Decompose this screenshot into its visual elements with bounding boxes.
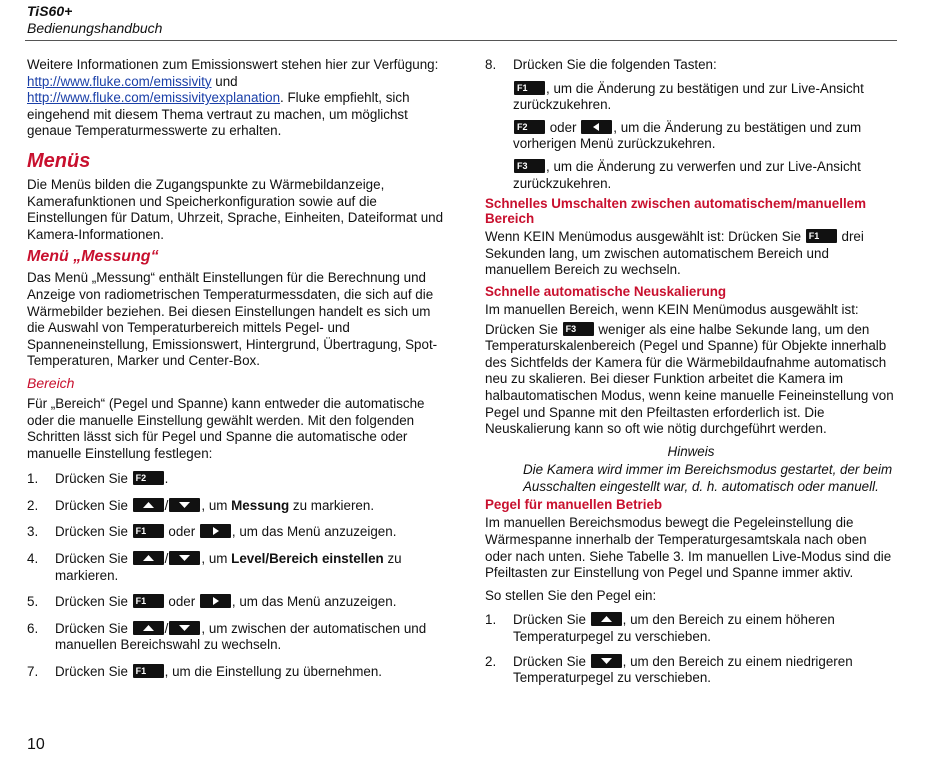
umschalten-heading: Schnelles Umschalten zwischen automatischem/manuellem Bereich (485, 196, 867, 227)
step-text: , um (201, 551, 232, 567)
step-number: 8. (485, 57, 497, 72)
step-bold: Level/Bereich einstellen (231, 551, 384, 567)
step-item (27, 664, 447, 681)
up-arrow-key-icon (133, 498, 164, 512)
step-number: 1. (485, 612, 497, 628)
paragraph-text: weniger als eine halbe Sekunde lang, um den Temperaturskalenbereich (Pegel und Spanne) für Objekte innerhalb des Sichtfelds der Kamera für die Wärmebildaufnahme automatisch neu zu skalieren. Bei dieser Funktion arbeitet die Kamera im halbautomatischen Modus, wenn keine manuelle Feineinstellung von Pegel und Spanne mit den Pfeiltasten erforderlich ist. Die Neuskalierung kann so oft wie nötig durchgeführt werden. (485, 321, 894, 437)
step-text: oder (164, 524, 199, 540)
down-arrow-key-icon (169, 551, 200, 565)
step-text: Drücken Sie (513, 612, 590, 628)
step-number: 6. (27, 620, 39, 636)
step-text: Drücken Sie die folgenden Tasten: (513, 57, 717, 72)
paragraph-text: drei Sekunden lang, um zwischen automatischem Bereich und manuellem Bereich zu wechseln. (485, 229, 864, 278)
f1-key-icon: F1 (133, 524, 164, 538)
step-number: 3. (27, 524, 39, 540)
emissivity-link[interactable]: http://www.fluke.com/emissivity (27, 73, 212, 89)
step-text: Drücken Sie (55, 524, 132, 540)
f1-key-icon: F1 (514, 81, 545, 95)
step-item (27, 621, 447, 654)
intro-paragraph (27, 57, 447, 140)
messung-paragraph: Das Menü „Messung“ enthält Einstellungen für die Berechnung und Anzeige von radiometrischen Temperaturmessdaten, die sich auf die Wärmebilder beziehen. Bei diesen Einstellungen handelt es sich um die Auswahl von Temperaturbereich mittels Pegel- und Spanneneinstellung, Emissionswert, Hintergrund, Übertragung, Spot-Temperaturen, Marker und Center-Box. (27, 270, 438, 369)
instruction-text: , um die Änderung zu bestätigen und zum vorherigen Menü zurückzukehren. (513, 119, 862, 152)
pegel-heading: Pegel für manuellen Betrieb (485, 497, 663, 513)
step-text: , um den Bereich zu einem höheren Temperaturpegel zu verschieben. (513, 612, 835, 645)
emissivity-explanation-link[interactable]: http://www.fluke.com/emissivityexplanation (27, 90, 281, 106)
step-text: zu markieren. (55, 551, 402, 583)
bereich-heading: Bereich (27, 374, 75, 391)
f3-key-icon: F3 (563, 322, 594, 336)
note-text: Die Kamera wird immer im Bereichsmodus gestartet, der beim Ausschalten eingestellt war, d. h. automatisch oder manuell. (523, 462, 893, 494)
left-arrow-key-icon (581, 120, 612, 134)
step-text: , um (201, 497, 232, 513)
step-text: Drücken Sie (55, 551, 132, 567)
slash: / (164, 620, 169, 636)
step-text: oder (164, 594, 199, 610)
neuskalierung-heading: Schnelle automatische Neuskalierung (485, 283, 727, 299)
paragraph-text: Wenn KEIN Menümodus ausgewählt ist: Drücken Sie (485, 229, 805, 245)
f1-key-icon: F1 (133, 664, 164, 678)
down-arrow-key-icon (169, 621, 200, 635)
intro-text: Weitere Informationen zum Emissionswert stehen hier zur Verfügung: (27, 57, 439, 72)
instruction-text: , um die Änderung zu bestätigen und zur Live-Ansicht zurückzukehren. (513, 80, 864, 113)
step-item (485, 57, 897, 74)
down-arrow-key-icon (169, 498, 200, 512)
f2-key-icon: F2 (133, 471, 164, 485)
step-text: Drücken Sie (55, 620, 132, 636)
page-number: 10 (27, 736, 45, 753)
intro-text: und (211, 73, 238, 89)
step-bold: Messung (231, 497, 290, 513)
left-column (27, 57, 447, 681)
neuskalierung-paragraph-2 (485, 322, 897, 438)
step-item (485, 654, 897, 687)
step-item (27, 524, 447, 541)
step-text: , um zwischen der automatischen und manuellen Bereichswahl zu wechseln. (55, 620, 427, 653)
f1-instruction (485, 81, 897, 114)
step-number: 7. (27, 664, 39, 680)
umschalten-paragraph (485, 229, 897, 279)
f3-key-icon: F3 (514, 159, 545, 173)
slash: / (164, 497, 169, 513)
instruction-text: oder (546, 119, 581, 135)
right-arrow-key-icon (200, 524, 231, 538)
step-item (485, 612, 897, 645)
header-title: TiS60+ (27, 3, 73, 19)
step-text: , um die Einstellung zu übernehmen. (164, 664, 383, 680)
step-item (27, 551, 447, 584)
header-subtitle: Bedienungshandbuch (27, 20, 163, 36)
f2-instruction (485, 120, 897, 153)
step-number: 5. (27, 594, 39, 610)
up-arrow-key-icon (591, 612, 622, 626)
step-number: 2. (485, 653, 497, 669)
up-arrow-key-icon (133, 621, 164, 635)
instruction-text: , um die Änderung zu verwerfen und zur Live-Ansicht zurückzukehren. (513, 158, 861, 191)
step-number: 2. (27, 497, 39, 513)
right-arrow-key-icon (200, 594, 231, 608)
up-arrow-key-icon (133, 551, 164, 565)
f1-key-icon: F1 (133, 594, 164, 608)
step-number: 4. (27, 551, 39, 567)
step-text: , um das Menü anzuzeigen. (231, 524, 397, 540)
paragraph-text: Drücken Sie (485, 321, 562, 337)
step-text: zu markieren. (289, 497, 375, 513)
menus-heading: Menüs (27, 149, 91, 172)
slash: / (164, 551, 169, 567)
step-text: Drücken Sie (513, 653, 590, 669)
pegel-how-paragraph: So stellen Sie den Pegel ein: (485, 587, 657, 603)
note-title: Hinweis (667, 443, 715, 459)
f2-key-icon: F2 (514, 120, 545, 134)
step-item (27, 471, 447, 488)
step-item (27, 498, 447, 515)
step-text: Drücken Sie (55, 497, 132, 513)
intro-text: . Fluke empfiehlt, sich eingehend mit diesem Thema vertraut zu machen, um möglichst genaue Temperaturmesswerte zu erhalten. (27, 90, 410, 139)
f3-instruction (485, 159, 897, 192)
pegel-paragraph: Im manuellen Bereichsmodus bewegt die Pegeleinstellung die Wärmespanne innerhalb der Temperaturgesamtskala nach oben oder nach unten. Siehe Tabelle 3. Im manuellen Live-Modus sind die Pfeiltasten zur Einstellung von Pegel und Spanne immer aktiv. (485, 515, 892, 581)
down-arrow-key-icon (591, 654, 622, 668)
neuskalierung-paragraph-1: Im manuellen Bereich, wenn KEIN Menümodus ausgewählt ist: (485, 301, 859, 317)
right-column (485, 57, 897, 687)
f1-key-icon: F1 (806, 229, 837, 243)
step-text: , um das Menü anzuzeigen. (231, 594, 397, 610)
step-text: . (164, 471, 169, 487)
step-text: Drücken Sie (55, 594, 132, 610)
bereich-paragraph: Für „Bereich“ (Pegel und Spanne) kann entweder die automatische oder die manuelle Einstellung gewählt werden. Mit den folgenden Schritten lässt sich für Pegel und Spanne die automatische oder manuelle Einstellung festlegen: (27, 395, 425, 461)
step-item (27, 594, 447, 611)
step-text: Drücken Sie (55, 664, 132, 680)
header-rule (25, 40, 897, 41)
step-text: , um den Bereich zu einem niedrigeren Temperaturpegel zu verschieben. (513, 653, 853, 686)
step-text: Drücken Sie (55, 471, 132, 487)
messung-heading: Menü „Messung“ (27, 248, 159, 266)
menus-paragraph: Die Menüs bilden die Zugangspunkte zu Wärmebildanzeige, Kamerafunktionen und Speicherkonfiguration sowie auf die Einstellungen für Datum, Uhrzeit, Sprache, Einheiten, Dateiformat und Kamera-Informationen. (27, 176, 444, 242)
step-number: 1. (27, 471, 39, 487)
